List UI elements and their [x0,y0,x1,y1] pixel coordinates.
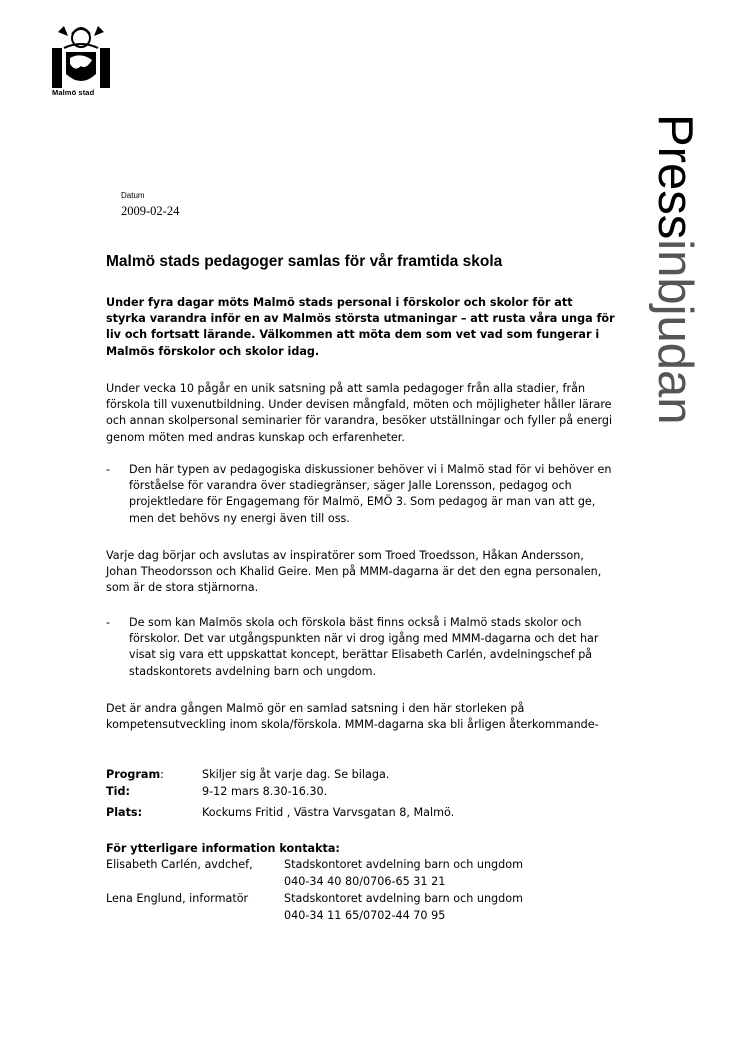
contact-name: Elisabeth Carlén, avdchef, [106,858,253,871]
tid-value: 9-12 mars 8.30-16.30. [202,785,328,798]
quote-dash: - [106,463,111,476]
contact-phone: 040-34 11 65/0702-44 70 95 [284,909,446,922]
program-label [106,768,201,781]
contact-name: Lena Englund, informatör [106,892,249,905]
logo-text: Malmö stad [52,88,95,97]
program-label-colon: : [160,768,164,781]
date-value: 2009-02-24 [121,204,180,218]
contact-dept: Stadskontoret avdelning barn och ungdom [284,858,523,871]
contact-heading: För ytterligare information kontakta: [106,842,340,855]
contact-dept: Stadskontoret avdelning barn och ungdom [284,892,523,905]
paragraph-3: Det är andra gången Malmö gör en samlad satsning i den här storleken på kompetensutveckling inom skola/förskola. MMM-dagarna ska bli årligen återkommande- [106,702,599,732]
paragraph-2: Varje dag börjar och avslutas av inspiratörer som Troed Troedsson, Håkan Andersson, Johan Theodorsson och Khalid Geire. Men på MMM-dagarna är det den egna personalen, som är de stora stjärnorna. [106,549,602,595]
side-title-press: Press [648,114,702,240]
plats-label: Plats: [106,806,143,819]
program-label-text: Program [106,768,161,781]
tid-label: Tid: [106,785,130,798]
program-value: Skiljer sig åt varje dag. Se bilaga. [202,768,390,781]
page-title: Malmö stads pedagoger samlas för vår framtida skola [106,253,503,270]
quote-2 [106,615,616,680]
quote-text: De som kan Malmös skola och förskola bäst finns också i Malmö stads skolor och förskolor. Det var utgångspunkten när vi drog igång med MMM-dagarna och det har visat sig vara ett uppskattat koncept, berättar Elisabeth Carlén, avdelningschef på stadskontorets avdelning barn och ungdom. [129,616,599,678]
quote-dash: - [106,616,111,629]
quote-1 [106,462,616,527]
contact-phone: 040-34 40 80/0706-65 31 21 [284,875,446,888]
ingress-paragraph: Under fyra dagar möts Malmö stads personal i förskolor och skolor för att styrka varandra inför en av Malmös största utmaningar – att rusta våra unga för liv och fortsatt lärande. Välkommen att möta dem som vet vad som fungerar i Malmös förskolor och skolor idag. [106,296,615,358]
date-label: Datum [121,191,145,200]
side-title [648,114,702,425]
side-title-inbjudan: inbjudan [648,239,702,425]
plats-value: Kockums Fritid , Västra Varvsgatan 8, Malmö. [202,806,455,819]
paragraph-1: Under vecka 10 pågår en unik satsning på att samla pedagoger från alla stadier, från förskola till vuxenutbildning. Under devisen mångfald, möten och möjligheter håller lärare och annan skolpersonal seminarier för varandra, besöker utställningar och fyller på energi genom möten med andras kunskap och erfarenheter. [106,382,613,444]
quote-text: Den här typen av pedagogiska diskussioner behöver vi i Malmö stad för vi behöver en förståelse för varandra över stadiegränser, säger Jalle Lorensson, pedagog och projektledare för Engagemang för Malmö, EMÖ 3. Som pedagog är man van att ge, men det behövs ny energi även till oss. [129,463,612,525]
